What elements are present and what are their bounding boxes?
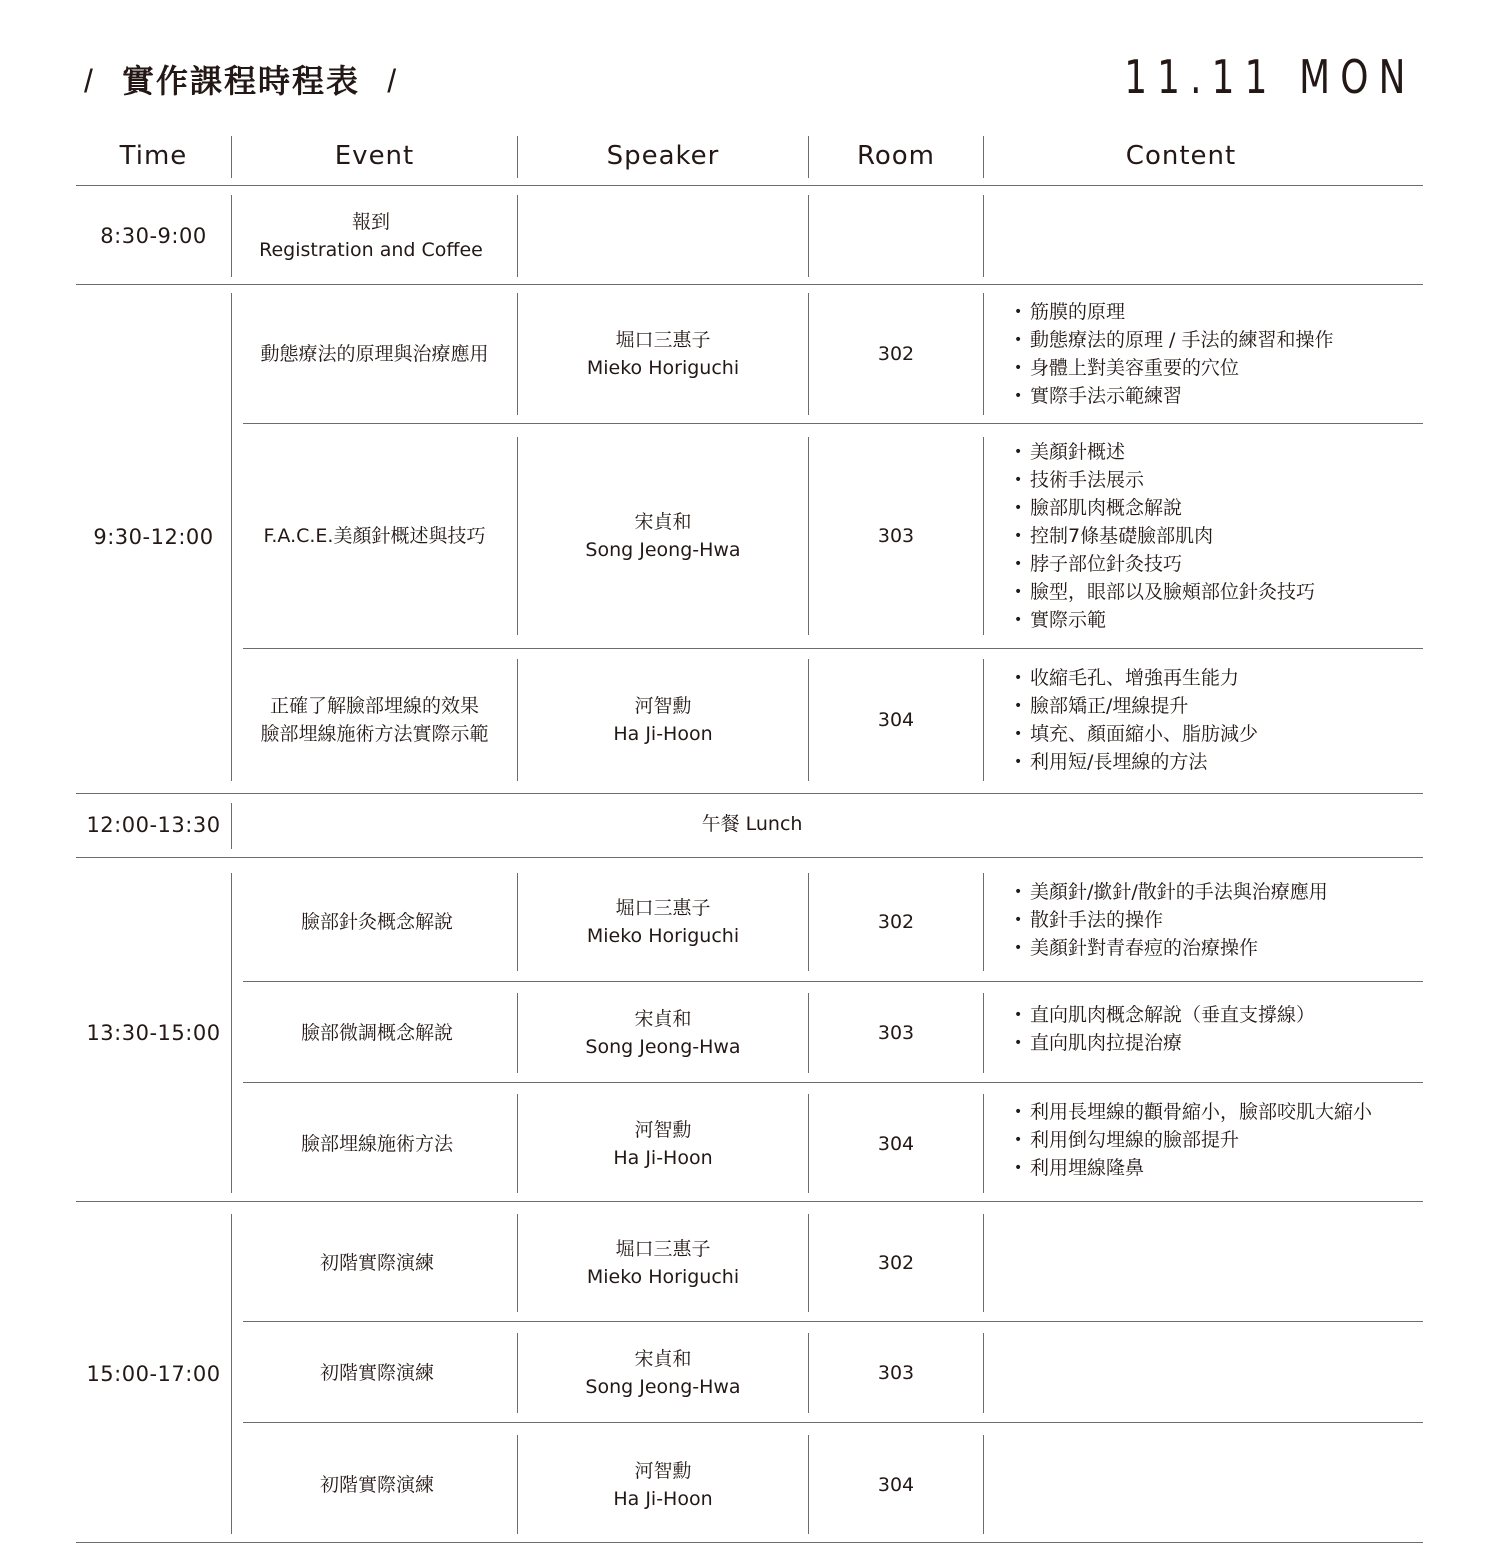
speaker-name-en: Song Jeong-Hwa: [585, 539, 741, 561]
registration-event-zh: 報到: [351, 211, 390, 233]
speaker-cell: [518, 437, 808, 635]
content-item: • 收縮毛孔、增強再生能力: [1014, 664, 1414, 692]
speaker-cell: [518, 659, 808, 781]
section-rule: [76, 1542, 1423, 1543]
content-item: • 美顏針概述: [1014, 438, 1414, 466]
speaker-name-en: Ha Ji-Hoon: [613, 1487, 713, 1510]
content-item: • 利用倒勾埋線的臉部提升: [1014, 1126, 1414, 1154]
event-cell: [232, 293, 517, 415]
speaker-cell: [518, 873, 808, 971]
speaker-name-zh: 堀口三惠子: [615, 1238, 711, 1260]
room-number: 304: [877, 1132, 915, 1155]
speaker-cell: [518, 1435, 808, 1534]
column-header-event: Event: [334, 141, 415, 171]
row-rule: [243, 981, 1423, 982]
speaker-name-en: Mieko Horiguchi: [586, 357, 740, 379]
row-divider: [983, 437, 984, 635]
lunch-label: 午餐 Lunch: [701, 813, 803, 835]
event-cell: [232, 437, 517, 635]
event-cell: [232, 873, 522, 971]
event-title: 臉部針灸概念解說: [300, 911, 453, 933]
speaker-cell: [518, 293, 808, 415]
row-divider: [983, 1333, 984, 1413]
content-item: • 填充、顏面縮小、脂肪減少: [1014, 720, 1414, 748]
speaker-cell: [518, 993, 808, 1073]
content-item: • 散針手法的操作: [1014, 906, 1414, 934]
speaker-cell: [518, 1333, 808, 1413]
row-divider: [808, 195, 809, 277]
registration-event-en: Registration and Coffee: [259, 239, 483, 261]
header-rule: [76, 185, 1423, 186]
event-title: 正確了解臉部埋線的效果: [269, 695, 479, 717]
content-item: • 臉型，眼部以及臉頰部位針灸技巧: [1014, 578, 1414, 606]
section-rule: [76, 284, 1423, 285]
column-header-time: Time: [119, 141, 188, 171]
event-cell: [232, 993, 522, 1073]
row-rule: [243, 1082, 1423, 1083]
content-item: • 控制7條基礎臉部肌肉: [1014, 522, 1414, 550]
event-cell: [232, 1435, 522, 1534]
section-rule: [76, 857, 1423, 858]
event-title: 臉部埋線施術方法: [300, 1132, 453, 1155]
room-number: 304: [877, 709, 915, 731]
event-cell: [232, 659, 517, 781]
content-cell: [1014, 437, 1414, 635]
content-item: • 利用長埋線的顴骨縮小，臉部咬肌大縮小: [1014, 1098, 1414, 1126]
row-divider: [983, 873, 984, 971]
row-rule: [243, 423, 1423, 424]
speaker-name-zh: 河智勳: [634, 1459, 692, 1482]
content-cell: [1014, 1000, 1414, 1058]
content-item: • 身體上對美容重要的穴位: [1014, 354, 1414, 382]
content-item: • 臉部矯正/埋線提升: [1014, 692, 1414, 720]
content-item: • 脖子部位針灸技巧: [1014, 550, 1414, 578]
speaker-name-zh: 宋貞和: [634, 1008, 692, 1030]
speaker-name-zh: 河智勳: [634, 695, 692, 717]
row-divider: [983, 993, 984, 1073]
room-number: 303: [877, 525, 915, 547]
title-text: 實作課程時程表: [122, 62, 361, 100]
section-rule: [76, 1201, 1423, 1202]
speaker-name-en: Ha Ji-Hoon: [613, 723, 713, 745]
speaker-name-zh: 宋貞和: [634, 511, 692, 533]
content-item: • 利用短/長埋線的方法: [1014, 748, 1414, 776]
event-title: 臉部微調概念解說: [300, 1022, 453, 1044]
content-item: • 筋膜的原理: [1014, 298, 1414, 326]
speaker-name-zh: 宋貞和: [634, 1348, 692, 1370]
content-item: • 技術手法展示: [1014, 466, 1414, 494]
registration-event: [232, 195, 510, 277]
content-item: • 直向肌肉拉提治療: [1014, 1029, 1414, 1057]
column-header-room: Room: [856, 141, 936, 171]
room-number: 303: [877, 1022, 915, 1044]
content-item: • 實際示範: [1014, 606, 1414, 634]
speaker-name-zh: 河智勳: [634, 1118, 692, 1141]
speaker-cell: [518, 1094, 808, 1193]
row-divider: [517, 195, 518, 277]
schedule-date: 11.11 MON: [1124, 50, 1416, 104]
event-cell: [232, 1214, 522, 1312]
row-divider: [983, 659, 984, 781]
section-rule: [76, 793, 1423, 794]
content-item: • 美顏針對青春痘的治療操作: [1014, 934, 1414, 962]
content-cell: [1014, 662, 1414, 778]
event-title: F.A.C.E.美顏針概述與技巧: [263, 525, 486, 547]
content-cell: [1014, 296, 1414, 412]
title-slash-right: /: [387, 63, 399, 99]
row-divider: [983, 1435, 984, 1534]
room-number: 302: [877, 911, 915, 933]
content-cell: [1014, 1096, 1414, 1184]
speaker-name-zh: 堀口三惠子: [615, 897, 711, 919]
row-rule: [243, 648, 1423, 649]
speaker-name-en: Song Jeong-Hwa: [585, 1376, 741, 1398]
speaker-name-en: Mieko Horiguchi: [586, 925, 740, 947]
row-divider: [983, 1214, 984, 1312]
room-number: 302: [877, 343, 915, 365]
block-time: 15:00-17:00: [86, 1362, 221, 1386]
room-number: 304: [877, 1473, 915, 1496]
content-item: • 利用埋線隆鼻: [1014, 1154, 1414, 1182]
speaker-name-en: Song Jeong-Hwa: [585, 1036, 741, 1058]
column-header-content: Content: [1125, 141, 1237, 171]
page-title: [84, 56, 398, 102]
row-divider: [983, 1094, 984, 1193]
event-title: 初階實際演練: [319, 1362, 434, 1384]
column-header-speaker: Speaker: [606, 141, 720, 171]
event-title: 初階實際演練: [319, 1252, 434, 1274]
event-title: 臉部埋線施術方法實際示範: [260, 723, 489, 745]
room-number: 303: [877, 1362, 915, 1384]
event-title: 動態療法的原理與治療應用: [260, 343, 489, 365]
row-divider: [983, 195, 984, 277]
event-cell: [232, 1094, 522, 1193]
room-number: 302: [877, 1252, 915, 1274]
content-item: • 實際手法示範練習: [1014, 382, 1414, 410]
row-divider: [983, 293, 984, 415]
speaker-cell: [518, 1214, 808, 1312]
row-rule: [243, 1422, 1423, 1423]
block-time: 9:30-12:00: [93, 525, 214, 549]
event-cell: [232, 1333, 522, 1413]
speaker-name-en: Ha Ji-Hoon: [613, 1146, 713, 1169]
content-cell: [1014, 876, 1414, 964]
speaker-name-en: Mieko Horiguchi: [586, 1266, 740, 1288]
title-slash-left: /: [84, 63, 95, 99]
row-rule: [243, 1321, 1423, 1322]
content-item: • 動態療法的原理 / 手法的練習和操作: [1014, 326, 1414, 354]
speaker-name-zh: 堀口三惠子: [615, 329, 711, 351]
event-title: 初階實際演練: [319, 1473, 434, 1496]
content-item: • 美顏針/撳針/散針的手法與治療應用: [1014, 878, 1414, 906]
block-time: 13:30-15:00: [86, 1021, 221, 1045]
lunch-time: 12:00-13:30: [86, 813, 221, 837]
registration-time: 8:30-9:00: [100, 224, 207, 248]
content-item: • 臉部肌肉概念解說: [1014, 494, 1414, 522]
content-item: • 直向肌肉概念解說（垂直支撐線）: [1014, 1001, 1414, 1029]
